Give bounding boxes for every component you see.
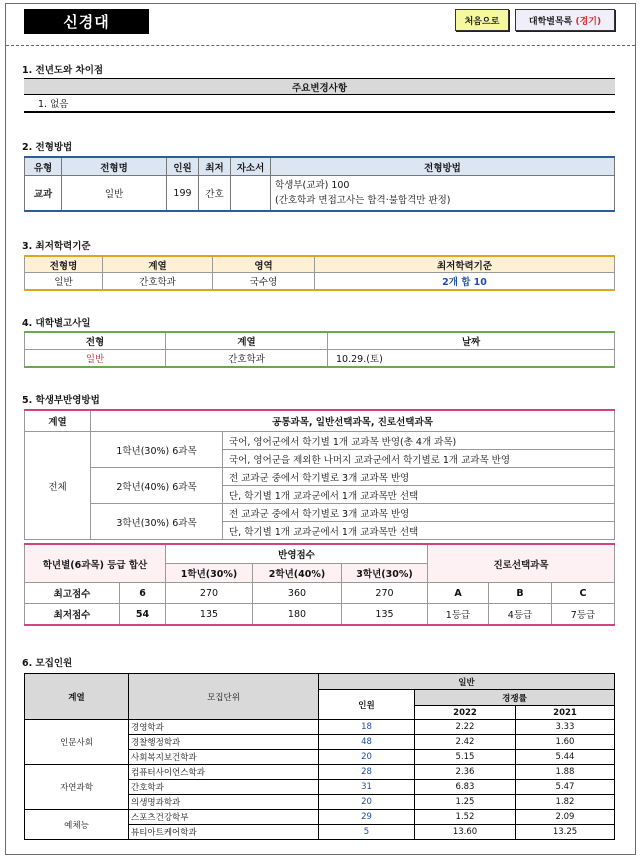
count-cell: 28 bbox=[319, 765, 415, 780]
changes-item: 1. 없음 bbox=[24, 95, 615, 113]
rule-line: 전 교과군 중에서 학기별로 3개 교과목 반영 bbox=[223, 504, 615, 522]
rate-2022-cell: 2.22 bbox=[415, 720, 516, 735]
cell-dept: 간호학과 bbox=[166, 350, 328, 368]
count-cell: 29 bbox=[319, 810, 415, 825]
cell-dept: 간호학과 bbox=[103, 273, 213, 291]
score-header-left: 학년별(6과목) 등급 합산 bbox=[25, 544, 166, 583]
count-cell: 5 bbox=[319, 825, 415, 840]
year-cell: 1학년(30%) 6과목 bbox=[91, 432, 223, 468]
header-divider bbox=[6, 45, 635, 46]
dept-cell: 경영학과 bbox=[129, 720, 319, 735]
cell-area: 국수영 bbox=[213, 273, 315, 291]
section-heading-1: 1. 전년도와 차이점 bbox=[22, 65, 104, 76]
dept-cell: 간호학과 bbox=[129, 780, 319, 795]
cell-name: 일반 bbox=[62, 176, 167, 212]
rate-2022-cell: 1.25 bbox=[415, 795, 516, 810]
row-label: 최고점수 bbox=[25, 583, 120, 604]
year-cell: 3학년(30%) 6과목 bbox=[91, 504, 223, 540]
grade-c-header: C bbox=[552, 583, 615, 604]
cell-type: 일반 bbox=[25, 350, 166, 368]
rule-line: 전 교과군 중에서 학기별로 3개 교과목 반영 bbox=[223, 468, 615, 486]
score-header-mid: 반영점수 bbox=[166, 544, 428, 564]
table-row bbox=[25, 810, 615, 825]
col-type: 전형 bbox=[25, 332, 166, 350]
rate-2021-cell: 3.33 bbox=[516, 720, 615, 735]
changes-header: 주요변경사항 bbox=[24, 79, 615, 95]
cell-criteria: 2개 합 10 bbox=[315, 273, 615, 291]
rate-2021-cell: 13.25 bbox=[516, 825, 615, 840]
dept-cell: 사회복지보건학과 bbox=[129, 750, 319, 765]
col-group: 계열 bbox=[25, 410, 91, 432]
cell-essay bbox=[231, 176, 271, 212]
col-min: 최저 bbox=[199, 157, 231, 176]
section-heading-4: 4. 대학별고사일 bbox=[22, 318, 91, 329]
grade-b-value: 4등급 bbox=[489, 604, 552, 626]
table-row bbox=[25, 765, 615, 780]
group-cell: 예체능 bbox=[25, 810, 129, 840]
cell-min: 간호 bbox=[199, 176, 231, 212]
col-year-2022: 2022 bbox=[415, 706, 516, 720]
row-label: 최저점수 bbox=[25, 604, 120, 626]
min-criteria-table bbox=[24, 255, 615, 291]
col-dept: 계열 bbox=[166, 332, 328, 350]
grade-b-header: B bbox=[489, 583, 552, 604]
section-heading-2: 2. 전형방법 bbox=[22, 142, 73, 153]
score-header-right: 진로선택과목 bbox=[428, 544, 615, 583]
year-3-header: 3학년(30%) bbox=[342, 564, 428, 583]
admission-method-table bbox=[24, 156, 615, 212]
table-row bbox=[25, 720, 615, 735]
col-essay: 자소서 bbox=[231, 157, 271, 176]
rate-2022-cell: 13.60 bbox=[415, 825, 516, 840]
rate-2022-cell: 6.83 bbox=[415, 780, 516, 795]
col-dept: 모집단위 bbox=[129, 674, 319, 720]
rule-line: 단, 학기별 1개 교과군에서 1개 교과목만 선택 bbox=[223, 522, 615, 540]
exam-date-table bbox=[24, 331, 615, 368]
rate-2021-cell: 1.88 bbox=[516, 765, 615, 780]
col-dept: 계열 bbox=[103, 256, 213, 273]
rule-line: 국어, 영어군에서 학기별 1개 교과목 반영(총 4개 과목) bbox=[223, 432, 615, 450]
year-1-header: 1학년(30%) bbox=[166, 564, 253, 583]
changes-table bbox=[24, 78, 615, 113]
grade-a-header: A bbox=[428, 583, 489, 604]
rate-2021-cell: 5.47 bbox=[516, 780, 615, 795]
rate-2021-cell: 2.09 bbox=[516, 810, 615, 825]
record-method-table bbox=[24, 409, 615, 540]
year-cell: 2학년(40%) 6과목 bbox=[91, 468, 223, 504]
col-count: 인원 bbox=[167, 157, 199, 176]
method-line-1: 학생부(교과) 100 bbox=[275, 180, 350, 191]
cell-name: 일반 bbox=[25, 273, 103, 291]
section-heading-6: 6. 모집인원 bbox=[22, 658, 73, 669]
cell-method bbox=[271, 176, 615, 212]
rate-2022-cell: 1.52 bbox=[415, 810, 516, 825]
region-label: (경기) bbox=[575, 16, 602, 27]
rate-2021-cell: 1.82 bbox=[516, 795, 615, 810]
col-area: 영역 bbox=[213, 256, 315, 273]
grade-a-value: 1등급 bbox=[428, 604, 489, 626]
col-comp: 경쟁률 bbox=[415, 690, 615, 706]
col-date: 날짜 bbox=[328, 332, 615, 350]
score-value: 360 bbox=[253, 583, 342, 604]
rate-2022-cell: 2.42 bbox=[415, 735, 516, 750]
group-cell: 인문사회 bbox=[25, 720, 129, 765]
col-general: 일반 bbox=[319, 674, 615, 690]
year-2-header: 2학년(40%) bbox=[253, 564, 342, 583]
section-heading-5: 5. 학생부반영방법 bbox=[22, 395, 100, 406]
score-value: 270 bbox=[166, 583, 253, 604]
recruitment-table bbox=[24, 673, 615, 840]
dept-cell: 경찰행정학과 bbox=[129, 735, 319, 750]
cell-date: 10.29.(토) bbox=[328, 350, 615, 368]
count-cell: 18 bbox=[319, 720, 415, 735]
score-value: 135 bbox=[166, 604, 253, 626]
dept-cell: 뷰티아트케어학과 bbox=[129, 825, 319, 840]
dept-cell: 스포츠건강학부 bbox=[129, 810, 319, 825]
group-cell: 전체 bbox=[25, 432, 91, 540]
rule-line: 단, 학기별 1개 교과군에서 1개 교과목만 선택 bbox=[223, 486, 615, 504]
cell-count: 199 bbox=[167, 176, 199, 212]
rate-2021-cell: 1.60 bbox=[516, 735, 615, 750]
rate-2022-cell: 2.36 bbox=[415, 765, 516, 780]
page-title: 신경대 bbox=[24, 9, 149, 34]
university-list-label: 대학별목록 bbox=[528, 16, 573, 27]
count-cell: 31 bbox=[319, 780, 415, 795]
method-line-2: (간호학과 면접고사는 합격·불합격만 판정) bbox=[275, 195, 451, 206]
dept-cell: 컴퓨터사이언스학과 bbox=[129, 765, 319, 780]
score-value: 135 bbox=[342, 604, 428, 626]
col-subjects: 공통과목, 일반선택과목, 진로선택과목 bbox=[91, 410, 615, 432]
col-name: 전형명 bbox=[62, 157, 167, 176]
col-type: 유형 bbox=[25, 157, 62, 176]
count-cell: 20 bbox=[319, 750, 415, 765]
col-method: 전형방법 bbox=[271, 157, 615, 176]
section-heading-3: 3. 최저학력기준 bbox=[22, 241, 91, 252]
university-list-button[interactable] bbox=[515, 9, 615, 31]
first-page-button[interactable]: 처음으로 bbox=[455, 9, 509, 31]
rate-2021-cell: 5.44 bbox=[516, 750, 615, 765]
row-sum: 6 bbox=[120, 583, 166, 604]
score-table bbox=[24, 543, 615, 626]
score-value: 180 bbox=[253, 604, 342, 626]
count-cell: 20 bbox=[319, 795, 415, 810]
group-cell: 자연과학 bbox=[25, 765, 129, 810]
score-value: 270 bbox=[342, 583, 428, 604]
col-criteria: 최저학력기준 bbox=[315, 256, 615, 273]
rate-2022-cell: 5.15 bbox=[415, 750, 516, 765]
col-year-2021: 2021 bbox=[516, 706, 615, 720]
row-sum: 54 bbox=[120, 604, 166, 626]
col-count: 인원 bbox=[319, 690, 415, 720]
count-cell: 48 bbox=[319, 735, 415, 750]
grade-c-value: 7등급 bbox=[552, 604, 615, 626]
col-name: 전형명 bbox=[25, 256, 103, 273]
cell-type: 교과 bbox=[25, 176, 62, 212]
col-group: 계열 bbox=[25, 674, 129, 720]
dept-cell: 의생명과학과 bbox=[129, 795, 319, 810]
rule-line: 국어, 영어군을 제외한 나머지 교과군에서 학기별로 1개 교과목 반영 bbox=[223, 450, 615, 468]
